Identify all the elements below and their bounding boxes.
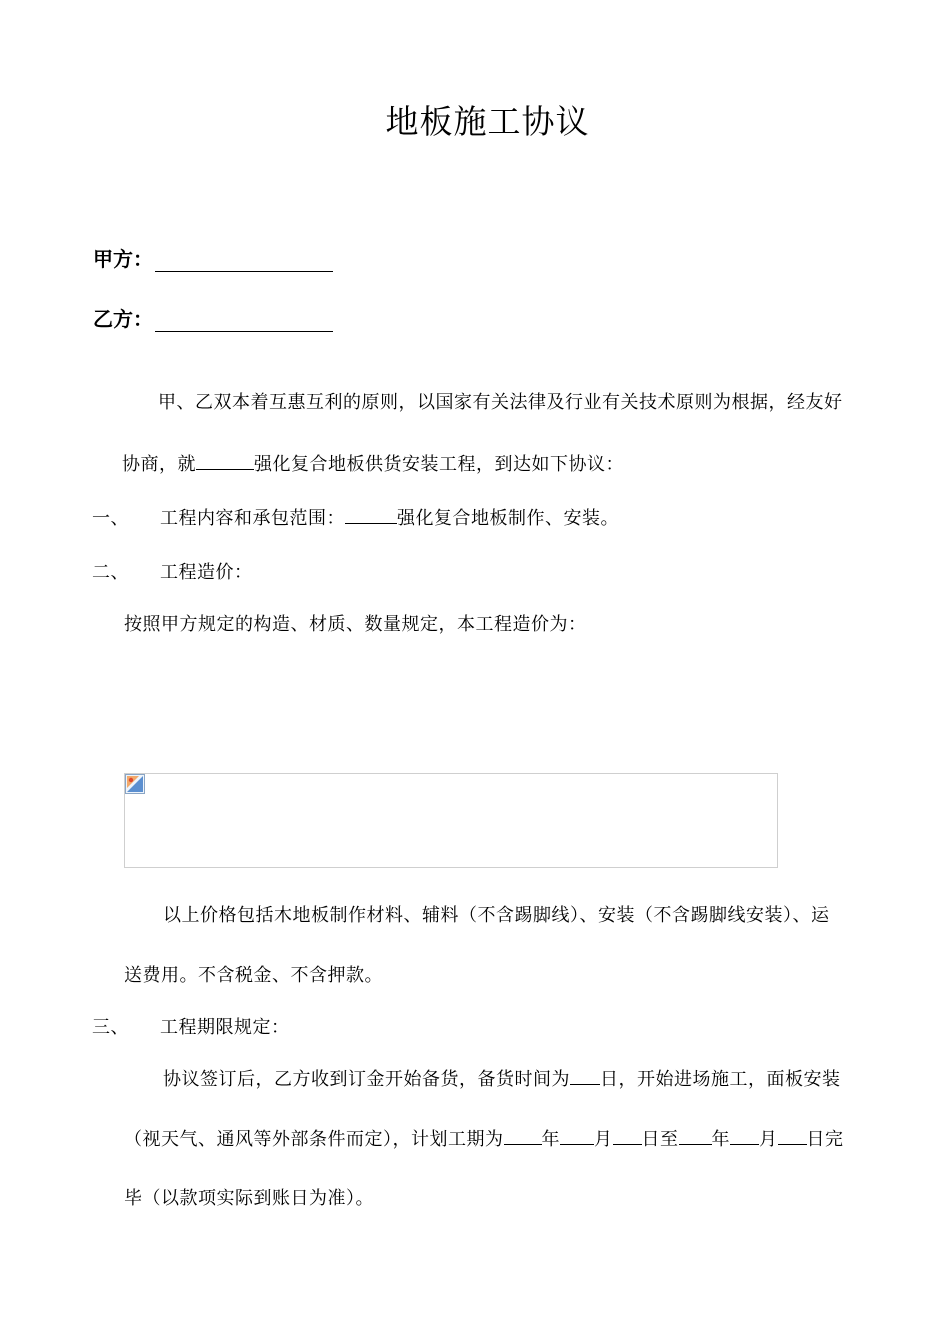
schedule-line-3: 毕（以款项实际到账日为准）。 <box>124 1188 374 1209</box>
section-2-heading: 工程造价： <box>160 562 253 583</box>
broken-image-icon <box>125 774 145 794</box>
start-year-blank <box>504 1126 542 1145</box>
intro-line-2-b: 强化复合地板供货安装工程，到达如下协议： <box>254 454 624 475</box>
section-1-text-a: 工程内容和承包范围： <box>160 508 345 529</box>
party-b-blank <box>155 309 333 332</box>
intro-line-1: 甲、乙双本着互惠互利的原则，以国家有关法律及行业有关技术原则为根据，经友好 <box>158 392 843 413</box>
section-3-heading-row <box>92 1013 290 1039</box>
end-month-label: 月 <box>759 1129 778 1150</box>
price-note-line-2: 送费用。不含税金、不含押款。 <box>124 965 383 986</box>
schedule-line-1-a: 协议签订后，乙方收到订金开始备货，备货时间为 <box>163 1069 570 1090</box>
party-a-row <box>93 243 333 272</box>
end-month-blank <box>730 1126 759 1145</box>
party-b-row <box>93 303 333 332</box>
intro-line-2 <box>122 450 624 476</box>
end-day-label: 日完 <box>806 1129 844 1150</box>
start-month-blank <box>560 1126 594 1145</box>
section-2-number: 二、 <box>92 562 129 583</box>
price-table-image <box>124 773 778 868</box>
section-3-heading: 工程期限规定： <box>160 1017 290 1038</box>
start-month-label: 月 <box>594 1129 613 1150</box>
start-year-label: 年 <box>541 1129 560 1150</box>
end-year-label: 年 <box>711 1129 730 1150</box>
intro-line-2-a: 协商，就 <box>122 454 196 475</box>
start-day-label: 日至 <box>641 1129 679 1150</box>
schedule-line-1-b: 日，开始进场施工，面板安装 <box>600 1069 841 1090</box>
section-1 <box>92 504 619 530</box>
section-3-number: 三、 <box>92 1017 129 1038</box>
section-1-text-b: 强化复合地板制作、安装。 <box>397 508 619 529</box>
section-2-body: 按照甲方规定的构造、材质、数量规定，本工程造价为： <box>124 614 587 635</box>
scope-blank <box>345 505 397 524</box>
end-day-blank <box>778 1126 807 1145</box>
schedule-line-2 <box>124 1125 844 1151</box>
schedule-line-2-a: （视天气、通风等外部条件而定），计划工期为 <box>124 1129 504 1150</box>
prep-days-blank <box>570 1066 600 1085</box>
end-year-blank <box>679 1126 712 1145</box>
project-name-blank <box>196 451 254 470</box>
schedule-line-1 <box>163 1065 841 1091</box>
start-day-blank <box>613 1126 642 1145</box>
document-title: 地板施工协议 <box>385 102 590 141</box>
section-1-number: 一、 <box>92 508 129 529</box>
party-a-label: 甲方： <box>93 247 153 271</box>
party-a-blank <box>155 249 333 272</box>
section-2-heading-row <box>92 558 253 584</box>
party-b-label: 乙方： <box>93 307 153 331</box>
price-note-line-1: 以上价格包括木地板制作材料、辅料（不含踢脚线）、安装（不含踢脚线安装）、运 <box>163 905 830 926</box>
